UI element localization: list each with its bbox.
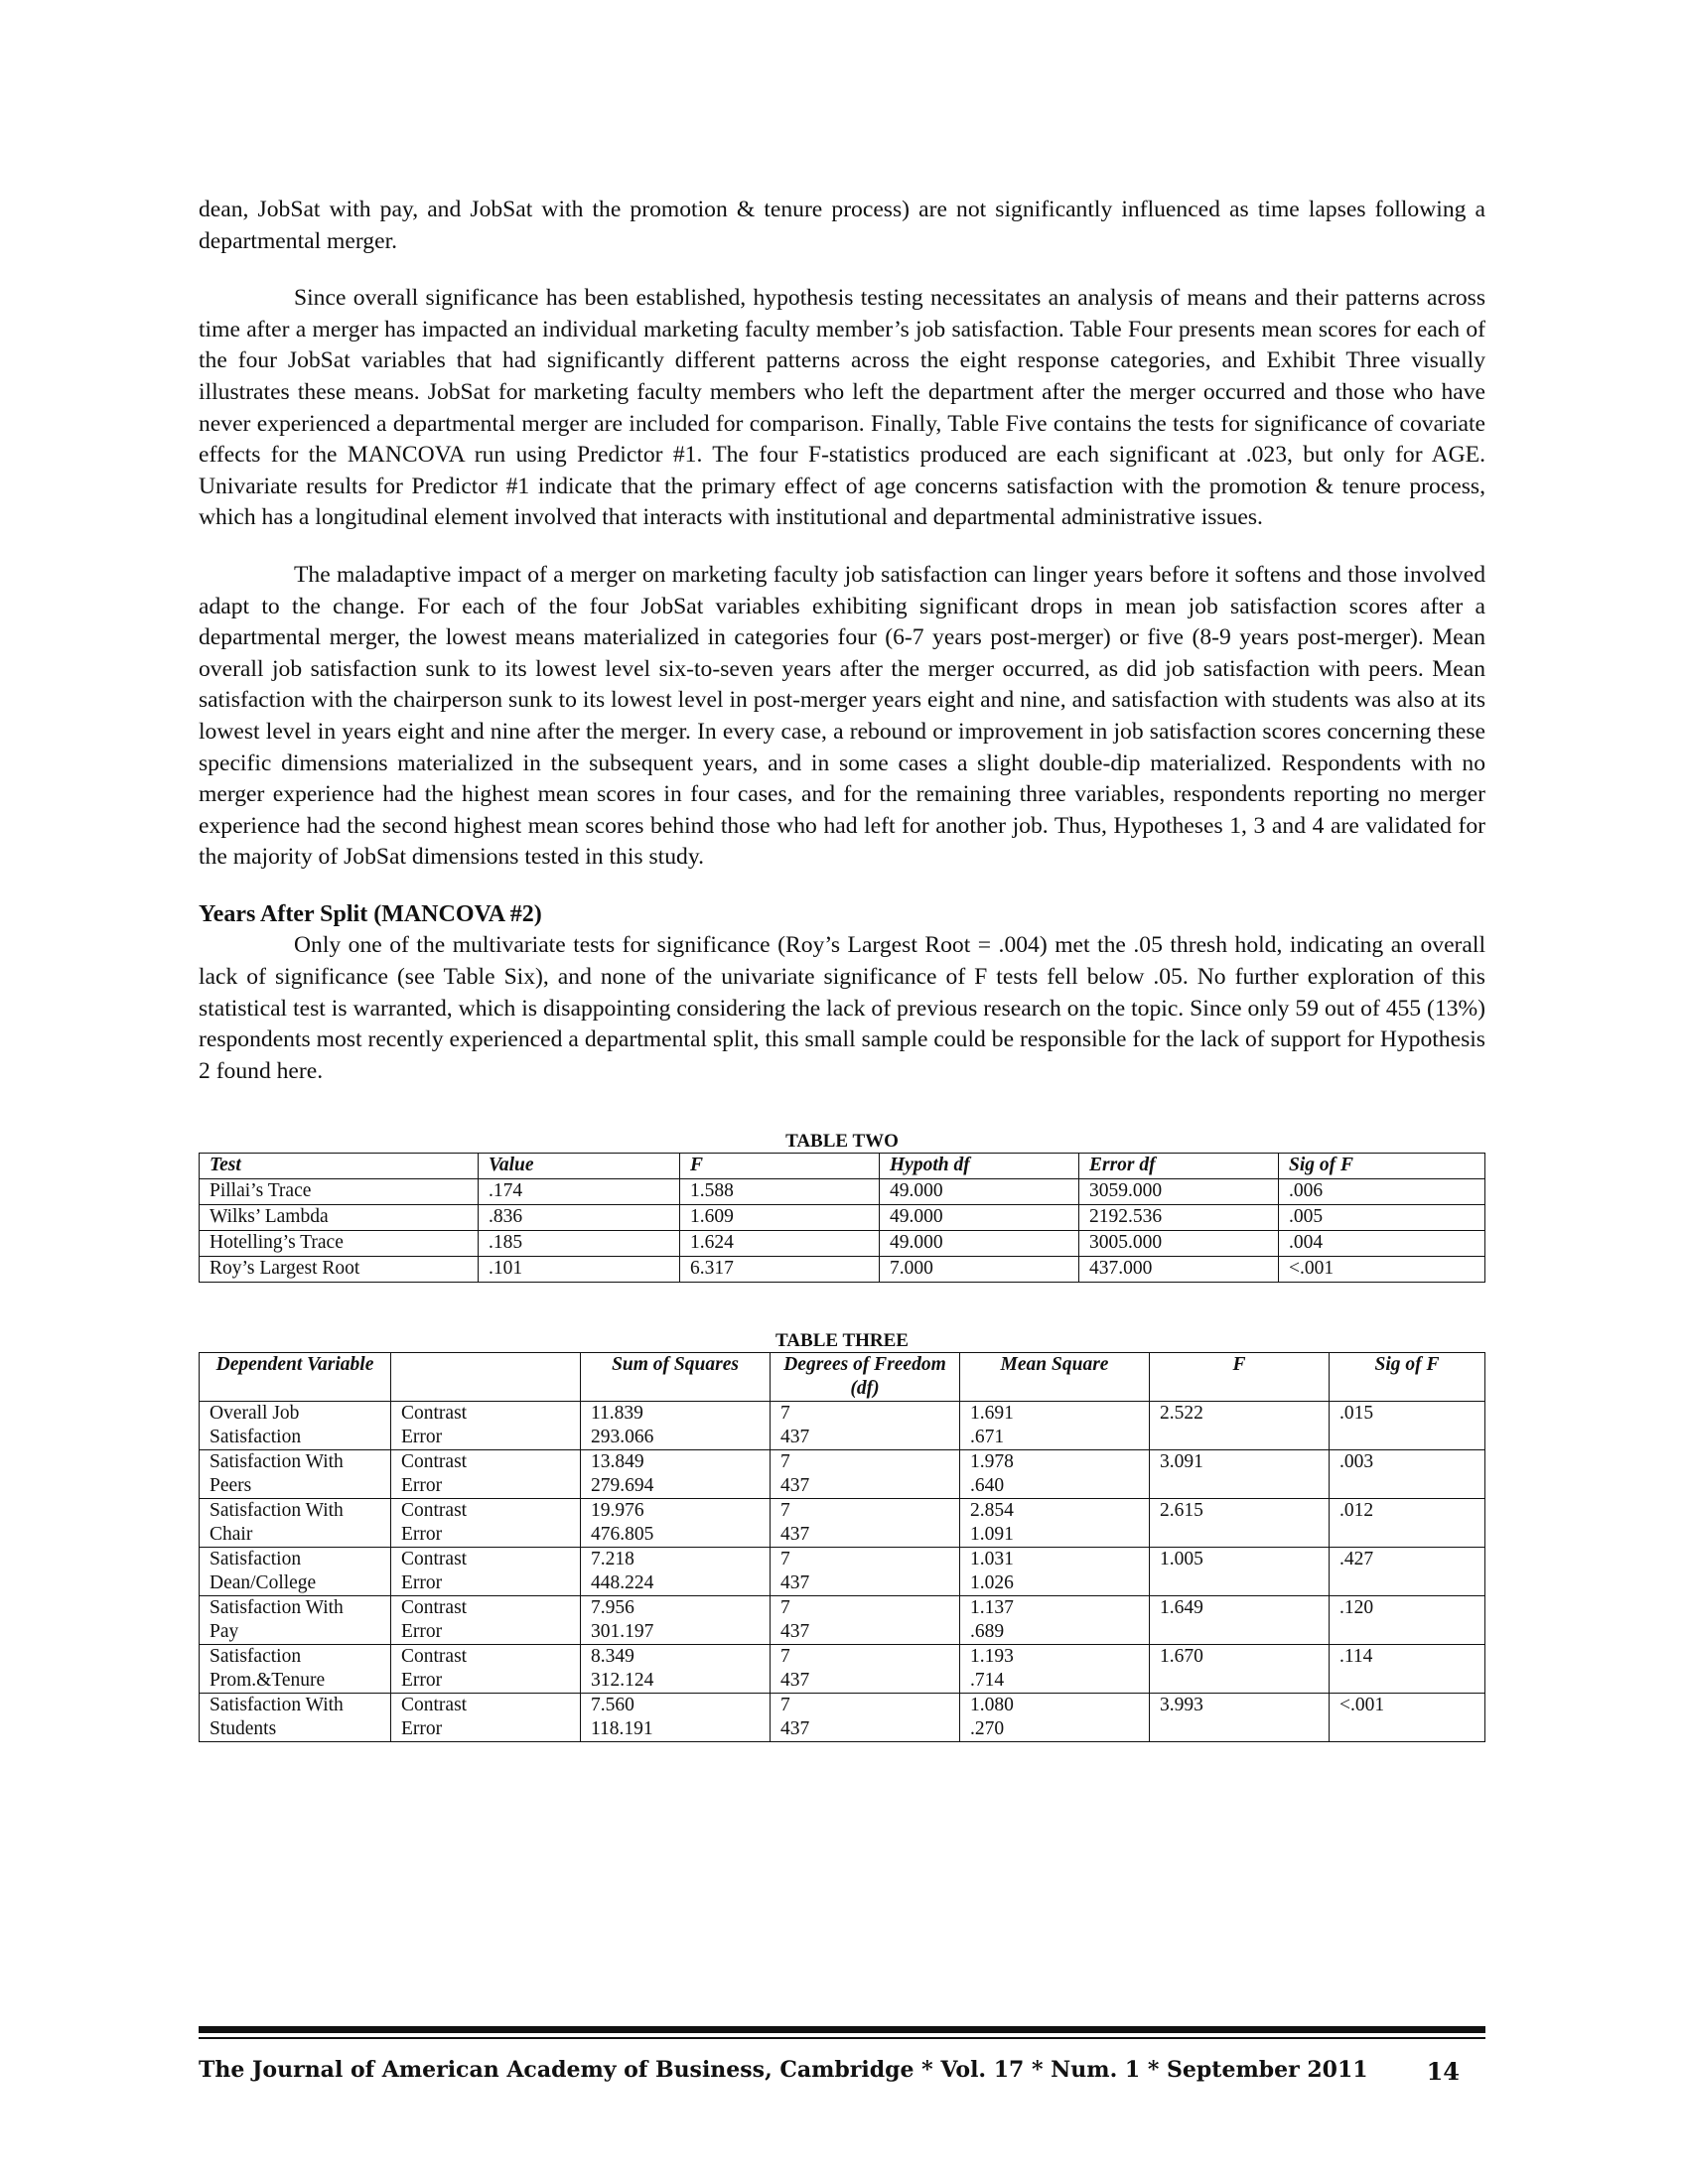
table-cell [771,1596,960,1645]
cell-line: 11.839 [591,1403,643,1425]
table-cell [391,1499,581,1548]
cell-line: Satisfaction [210,1549,302,1570]
cell-line: 7 [780,1500,790,1522]
table-cell: 49.000 [880,1231,1079,1257]
cell-line: 7 [780,1403,790,1425]
paragraph-significance: Since overall significance has been established, hypothesis testing necessitates an analysis of means and their patterns across time after a merger has impacted an individual marketing faculty member’s job satisfaction. Table Four presents mean scores for each of the four JobSat variables that had significantly different patterns across the eight response categories, and Exhibit Three visually illustrates these means. JobSat for marketing faculty members who left the department after the merger occurred and those who have never experienced a departmental merger are included for comparison. Finally, Table Five contains the tests for significance of covariate effects for the MANCOVA run using Predictor #1. The four F-statistics produced are each significant at .023, but only for AGE. Univariate results for Predictor #1 indicate that the primary effect of age concerns satisfaction with the promotion & tenure process, which has a longitudinal element involved that interacts with institutional and departmental administrative issues. [199,285,1485,531]
table-cell: .120 [1330,1596,1485,1645]
table-cell: 3.091 [1150,1450,1330,1499]
cell-line: 437 [780,1427,810,1448]
cell-line: 7.560 [591,1695,634,1716]
column-header: F [680,1154,880,1179]
table-cell [200,1694,391,1742]
section-heading: Years After Split (MANCOVA #2) [199,900,542,927]
table-two-caption: TABLE TWO [785,1131,899,1153]
table-cell [581,1548,771,1596]
cell-line: Contrast [401,1403,468,1425]
cell-line: Contrast [401,1646,468,1668]
table-cell [391,1694,581,1742]
table-cell [391,1402,581,1450]
cell-line: 1.091 [970,1524,1014,1546]
table-row [200,1231,1485,1257]
table-header-row [200,1154,1485,1179]
column-header: Sig of F [1279,1154,1485,1179]
paragraph-continuation: dean, JobSat with pay, and JobSat with the promotion & tenure process) are not significantly influenced as time lapses following a departmental merger. [199,197,1485,254]
cell-line: 1.080 [970,1695,1014,1716]
column-header: F [1150,1353,1330,1402]
column-header: Sum of Squares [581,1353,771,1402]
table-cell [771,1450,960,1499]
table-row [200,1499,1485,1548]
cell-line: Error [401,1621,443,1643]
cell-line: 301.197 [591,1621,654,1643]
cell-line: 293.066 [591,1427,654,1448]
table-cell: 7.000 [880,1257,1079,1283]
cell-line: Students [210,1718,277,1740]
cell-line: Error [401,1670,443,1692]
table-two [199,1153,1485,1283]
table-cell: .836 [479,1205,680,1231]
cell-line: 437 [780,1524,810,1546]
table-cell [200,1450,391,1499]
table-cell: .006 [1279,1179,1485,1205]
table-cell: Pillai’s Trace [200,1179,479,1205]
table-cell: 49.000 [880,1205,1079,1231]
table-cell [391,1596,581,1645]
column-header: Sig of F [1330,1353,1485,1402]
cell-line: Error [401,1475,443,1497]
cell-line: 279.694 [591,1475,654,1497]
table-row [200,1179,1485,1205]
table-cell [581,1645,771,1694]
cell-line: 437 [780,1572,810,1594]
cell-line: Contrast [401,1549,468,1570]
table-row [200,1257,1485,1283]
cell-line: 476.805 [591,1524,654,1546]
cell-line: Pay [210,1621,239,1643]
cell-line: .689 [970,1621,1005,1643]
table-cell: 2.522 [1150,1402,1330,1450]
page-number: 14 [1426,2057,1460,2086]
table-cell [391,1548,581,1596]
table-cell [391,1645,581,1694]
cell-line: Overall Job [210,1403,300,1425]
table-cell: <.001 [1279,1257,1485,1283]
table-cell: .101 [479,1257,680,1283]
cell-line: Error [401,1427,443,1448]
cell-line: Contrast [401,1451,468,1473]
cell-line: 7 [780,1646,790,1668]
table-cell [771,1694,960,1742]
table-row [200,1402,1485,1450]
table-cell: .004 [1279,1231,1485,1257]
cell-line: 437 [780,1475,810,1497]
cell-line: Error [401,1524,443,1546]
table-cell: 1.624 [680,1231,880,1257]
cell-line: 7 [780,1597,790,1619]
cell-line: 7 [780,1549,790,1570]
table-cell: Hotelling’s Trace [200,1231,479,1257]
cell-line: 437 [780,1621,810,1643]
table-cell: .427 [1330,1548,1485,1596]
column-header: Mean Square [960,1353,1150,1402]
cell-line: .270 [970,1718,1005,1740]
table-cell: .003 [1330,1450,1485,1499]
table-row [200,1596,1485,1645]
cell-line: Contrast [401,1695,468,1716]
cell-line: 1.193 [970,1646,1014,1668]
table-cell [581,1694,771,1742]
cell-line: 1.691 [970,1403,1014,1425]
cell-line: 7 [780,1695,790,1716]
table-cell [581,1596,771,1645]
column-header: Degrees of Freedom (df) [771,1353,960,1402]
cell-line: 1.137 [970,1597,1014,1619]
table-row [200,1205,1485,1231]
table-cell [771,1548,960,1596]
cell-line: 437 [780,1670,810,1692]
cell-line: 7.956 [591,1597,634,1619]
cell-line: Satisfaction With [210,1451,344,1473]
table-cell [960,1499,1150,1548]
cell-line: 8.349 [591,1646,634,1668]
table-cell [391,1450,581,1499]
paragraph-maladaptive-impact: The maladaptive impact of a merger on marketing faculty job satisfaction can linger years before it softens and those involved adapt to the change. For each of the four JobSat variables exhibiting significant drops in mean job satisfaction scores after a departmental merger, the lowest means materialized in categories four (6-7 years post-merger) or five (8-9 years post-merger). Mean overall job satisfaction sunk to its lowest level six-to-seven years after the merger occurred, as did job satisfaction with peers. Mean satisfaction with the chairperson sunk to its lowest level in post-merger years eight and nine, and satisfaction with students was also at its lowest level in years eight and nine after the merger. In every case, a rebound or improvement in job satisfaction scores concerning these specific dimensions materialized in the subsequent years, and in some cases a slight double-dip materialized. Respondents with no merger experience had the highest mean scores in four cases, and for the remaining three variables, respondents reporting no merger experience had the second highest mean scores behind those who had left for another job. Thus, Hypotheses 1, 3 and 4 are validated for the majority of JobSat dimensions tested in this study. [199,561,1485,871]
cell-line: 1.978 [970,1451,1014,1473]
table-cell [771,1402,960,1450]
table-cell: .114 [1330,1645,1485,1694]
cell-line: Satisfaction [210,1427,302,1448]
table-cell: 1.005 [1150,1548,1330,1596]
footer-rule-thin [199,2037,1485,2039]
table-cell [960,1596,1150,1645]
cell-line: 7.218 [591,1549,634,1570]
cell-line: Satisfaction With [210,1695,344,1716]
column-header: Error df [1079,1154,1279,1179]
table-cell [581,1499,771,1548]
table-cell [200,1596,391,1645]
table-cell [200,1548,391,1596]
table-cell: 1.588 [680,1179,880,1205]
cell-line: 448.224 [591,1572,654,1594]
cell-line: 312.124 [591,1670,654,1692]
cell-line: 1.026 [970,1572,1014,1594]
table-cell: 49.000 [880,1179,1079,1205]
table-row [200,1548,1485,1596]
cell-line: Error [401,1718,443,1740]
cell-line: Peers [210,1475,252,1497]
table-cell [581,1402,771,1450]
cell-line: 2.854 [970,1500,1014,1522]
cell-line: Chair [210,1524,253,1546]
cell-line: .714 [970,1670,1005,1692]
table-cell: .185 [479,1231,680,1257]
table-cell: 2192.536 [1079,1205,1279,1231]
table-cell: Wilks’ Lambda [200,1205,479,1231]
cell-line: Satisfaction With [210,1500,344,1522]
table-cell [771,1499,960,1548]
table-cell [200,1499,391,1548]
table-cell [581,1450,771,1499]
table-cell: 1.670 [1150,1645,1330,1694]
table-cell: 437.000 [1079,1257,1279,1283]
cell-line: Prom.&Tenure [210,1670,326,1692]
column-header: Test [200,1154,479,1179]
table-cell [960,1402,1150,1450]
page-footer [199,2057,1485,2086]
table-cell [771,1645,960,1694]
cell-line: 19.976 [591,1500,644,1522]
table-cell [200,1645,391,1694]
table-cell: 3059.000 [1079,1179,1279,1205]
table-row [200,1694,1485,1742]
table-cell [960,1694,1150,1742]
cell-line: Satisfaction [210,1646,302,1668]
table-cell [960,1548,1150,1596]
column-header: Value [479,1154,680,1179]
table-cell: <.001 [1330,1694,1485,1742]
table-header-row [200,1353,1485,1402]
table-cell: 2.615 [1150,1499,1330,1548]
cell-line: Dean/College [210,1572,317,1594]
column-header [391,1353,581,1402]
table-cell: 3005.000 [1079,1231,1279,1257]
cell-line: Error [401,1572,443,1594]
cell-line: 437 [780,1718,810,1740]
column-header: Hypoth df [880,1154,1079,1179]
table-three-caption: TABLE THREE [775,1330,909,1352]
table-cell: .012 [1330,1499,1485,1548]
table-row [200,1450,1485,1499]
table-cell: 1.609 [680,1205,880,1231]
table-cell: .005 [1279,1205,1485,1231]
cell-line: 13.849 [591,1451,644,1473]
cell-line: Contrast [401,1500,468,1522]
journal-citation: The Journal of American Academy of Business, Cambridge * Vol. 17 * Num. 1 * September 2011 [199,2057,1368,2083]
footer-rule-thick [199,2026,1485,2033]
cell-line: .640 [970,1475,1005,1497]
table-row [200,1645,1485,1694]
table-cell: Roy’s Largest Root [200,1257,479,1283]
table-cell: .015 [1330,1402,1485,1450]
paragraph-years-after-split: Only one of the multivariate tests for significance (Roy’s Largest Root = .004) met the .05 thresh hold, indicating an overall lack of significance (see Table Six), and none of the univariate significance of F tests fell below .05. No further exploration of this statistical test is warranted, which is disappointing considering the lack of previous research on the topic. Since only 59 out of 455 (13%) respondents most recently experienced a departmental split, this small sample could be responsible for the lack of support for Hypothesis 2 found here. [199,932,1485,1084]
page-content [199,195,1485,1742]
table-cell: .174 [479,1179,680,1205]
table-cell [960,1450,1150,1499]
table-cell: 3.993 [1150,1694,1330,1742]
table-cell [200,1402,391,1450]
column-header: Dependent Variable [200,1353,391,1402]
table-cell: 1.649 [1150,1596,1330,1645]
cell-line: 1.031 [970,1549,1014,1570]
table-cell [960,1645,1150,1694]
cell-line: Contrast [401,1597,468,1619]
cell-line: .671 [970,1427,1005,1448]
table-cell: 6.317 [680,1257,880,1283]
cell-line: 7 [780,1451,790,1473]
cell-line: 118.191 [591,1718,653,1740]
table-three [199,1352,1485,1742]
cell-line: Satisfaction With [210,1597,344,1619]
